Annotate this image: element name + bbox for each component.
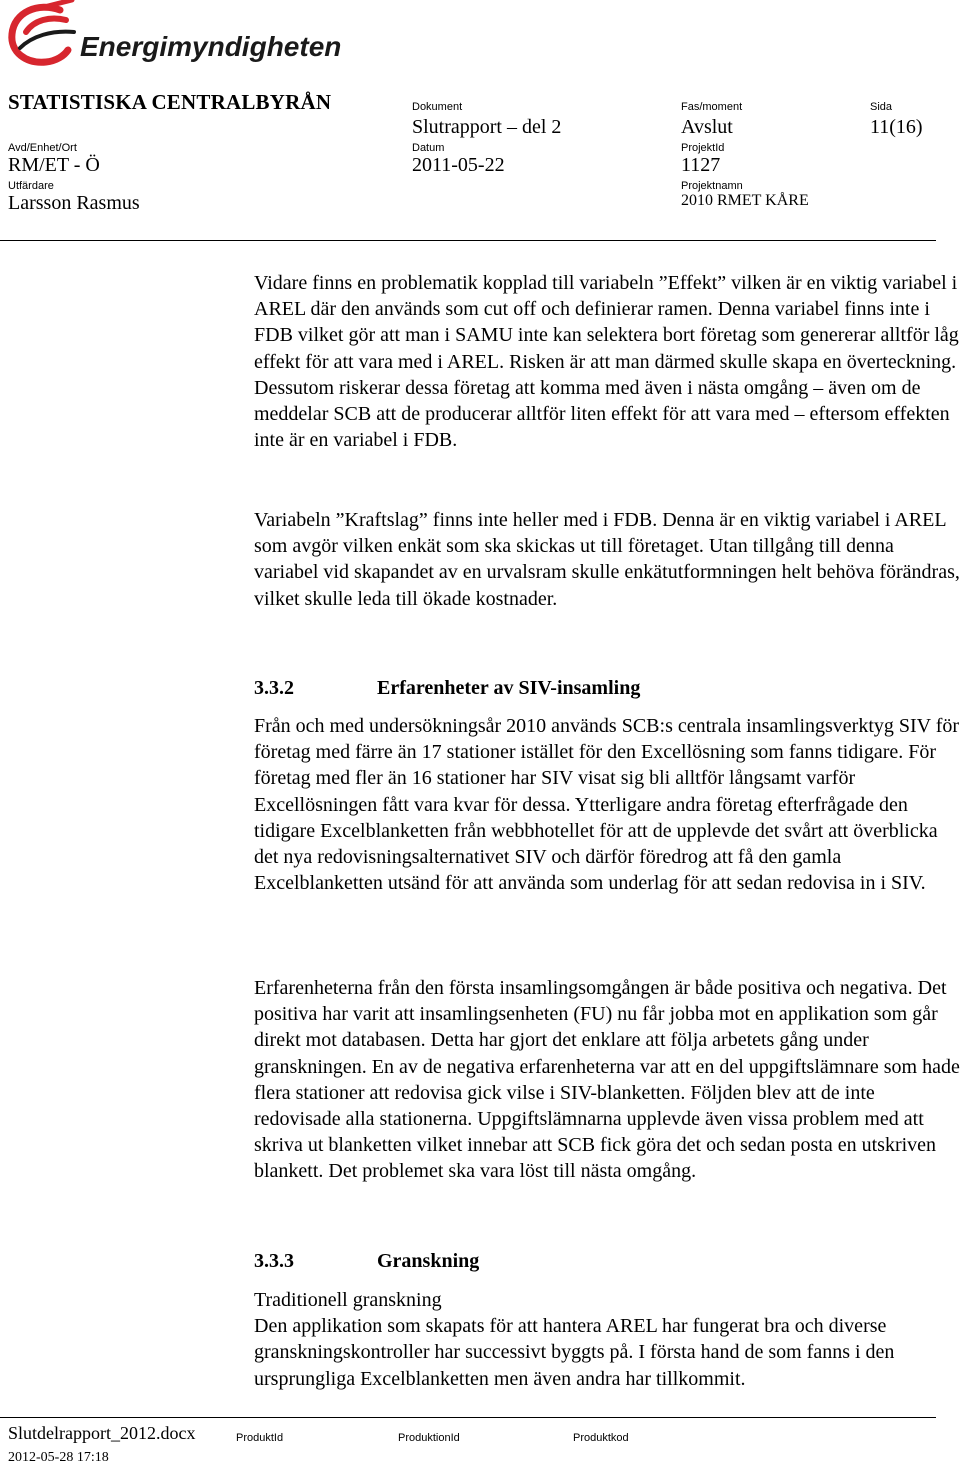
- fas-value: Avslut: [681, 116, 733, 138]
- logo-emblem-icon: [8, 2, 342, 68]
- body-paragraph-4: [254, 975, 960, 1185]
- footer-produktid-label: ProduktId: [236, 1432, 284, 1444]
- body-paragraph-3: [254, 713, 960, 896]
- section-number: 3.3.2: [254, 677, 294, 699]
- section-title: Erfarenheter av SIV-insamling: [377, 677, 641, 699]
- projektid-value: 1127: [681, 154, 721, 176]
- footer-timestamp: 2012-05-28 17:18: [8, 1450, 109, 1465]
- section-number: 3.3.3: [254, 1250, 294, 1272]
- section-heading-3-3-2: [254, 677, 640, 700]
- sida-value: 11(16): [870, 116, 923, 138]
- header-divider: [0, 240, 936, 241]
- projektnamn-label: Projektnamn: [681, 180, 743, 192]
- section-title: Granskning: [377, 1250, 480, 1272]
- utfardare-value: Larsson Rasmus: [8, 192, 140, 214]
- body-paragraph-5: [254, 1287, 960, 1392]
- paragraph-text: Från och med undersökningsår 2010 används SCB:s centrala insamlingsverktyg SIV för företag med färre än 17 stationer istället för den Excellösning som fanns tidigare. För företag med fler än 16 stationer har SIV visat sig bli alltför långsamt varför Excellösningen fått vara kvar för dessa. Ytterligare andra företag efterfrågade den tidigare Excelblanketten från webbhotellet för att de upplevde det svårt att överblicka det nya redovisningsalternativet SIV och därför föredrog att få den gamla Excelblanketten utsänd för att använda som underlag för att sedan redovisa in i SIV.: [254, 715, 960, 895]
- organization-name: STATISTISKA CENTRALBYRÅN: [8, 90, 332, 114]
- datum-label: Datum: [412, 142, 445, 154]
- utfardare-label: Utfärdare: [8, 180, 54, 192]
- body-paragraph-1: [254, 270, 960, 453]
- paragraph-text: Variabeln ”Kraftslag” finns inte heller med i FDB. Denna är en viktig variabel i AREL som avgör vilken enkät som ska skickas ut till företaget. Utan tillgång till denna variabel vid skapandet av en urvalsram skulle enkätutformningen helt behöva förändras, vilket skulle leda till ökade kostnader.: [254, 509, 960, 610]
- avd-value: RM/ET - Ö: [8, 154, 100, 176]
- datum-value: 2011-05-22: [412, 154, 505, 176]
- paragraph-text: Den applikation som skapats för att hantera AREL har fungerat bra och diverse granskningskontroller har successivt byggts på. I första hand de som fanns i den ursprungliga Excelblanketten men även andra har tillkommit.: [254, 1315, 895, 1390]
- footer-divider: [0, 1417, 936, 1418]
- energimyndigheten-logo: [8, 2, 342, 68]
- section-heading-3-3-3: [254, 1250, 479, 1273]
- footer-produktionid-label: ProduktionId: [398, 1432, 460, 1444]
- logo-text: Energimyndigheten: [80, 31, 342, 62]
- paragraph-text: Vidare finns en problematik kopplad till variabeln ”Effekt” vilken är en viktig variabel i AREL där den används som cut off och definierar ramen. Denna variabel finns inte i FDB vilket gör att man i SAMU inte kan selektera bort företag som genererar alltför låg effekt för att vara med i AREL. Risken är att man därmed skulle skapa en överteckning. Dessutom riskerar dessa företag att komma med även i nästa omgång – även om de meddelar SCB att de producerar alltför liten effekt för att vara med – eftersom effekten inte är en variabel i FDB.: [254, 272, 959, 452]
- subheading: Traditionell granskning: [254, 1289, 442, 1311]
- footer-produktkod-label: Produktkod: [573, 1432, 629, 1444]
- paragraph-text: Erfarenheterna från den första insamlingsomgången är både positiva och negativa. Det positiva har varit att insamlingsenheten (FU) nu får jobba mot en applikation som går direkt mot databasen. Detta har gjort det enklare att följa arbetets gång under granskningen. En av de negativa erfarenheterna var att en del uppgiftslämnare som hade flera stationer att redovisa gick vilse i SIV-blanketten. Följden blev att de inte redovisade alla stationerna. Uppgiftslämnarna upplevde även vissa problem med att skriva ut blanketten vilket innebar att SCB fick göra det och sedan posta en utskriven blankett. Det problemet ska vara löst till nästa omgång.: [254, 977, 960, 1183]
- projektid-label: ProjektId: [681, 142, 725, 154]
- footer-filename: Slutdelrapport_2012.docx: [8, 1423, 196, 1443]
- projektnamn-value: 2010 RMET KÅRE: [681, 192, 809, 209]
- body-paragraph-2: [254, 507, 960, 612]
- sida-label: Sida: [870, 101, 893, 113]
- dokument-label: Dokument: [412, 101, 463, 113]
- avd-label: Avd/Enhet/Ort: [8, 142, 77, 154]
- fas-label: Fas/moment: [681, 101, 743, 113]
- dokument-value: Slutrapport – del 2: [412, 116, 562, 138]
